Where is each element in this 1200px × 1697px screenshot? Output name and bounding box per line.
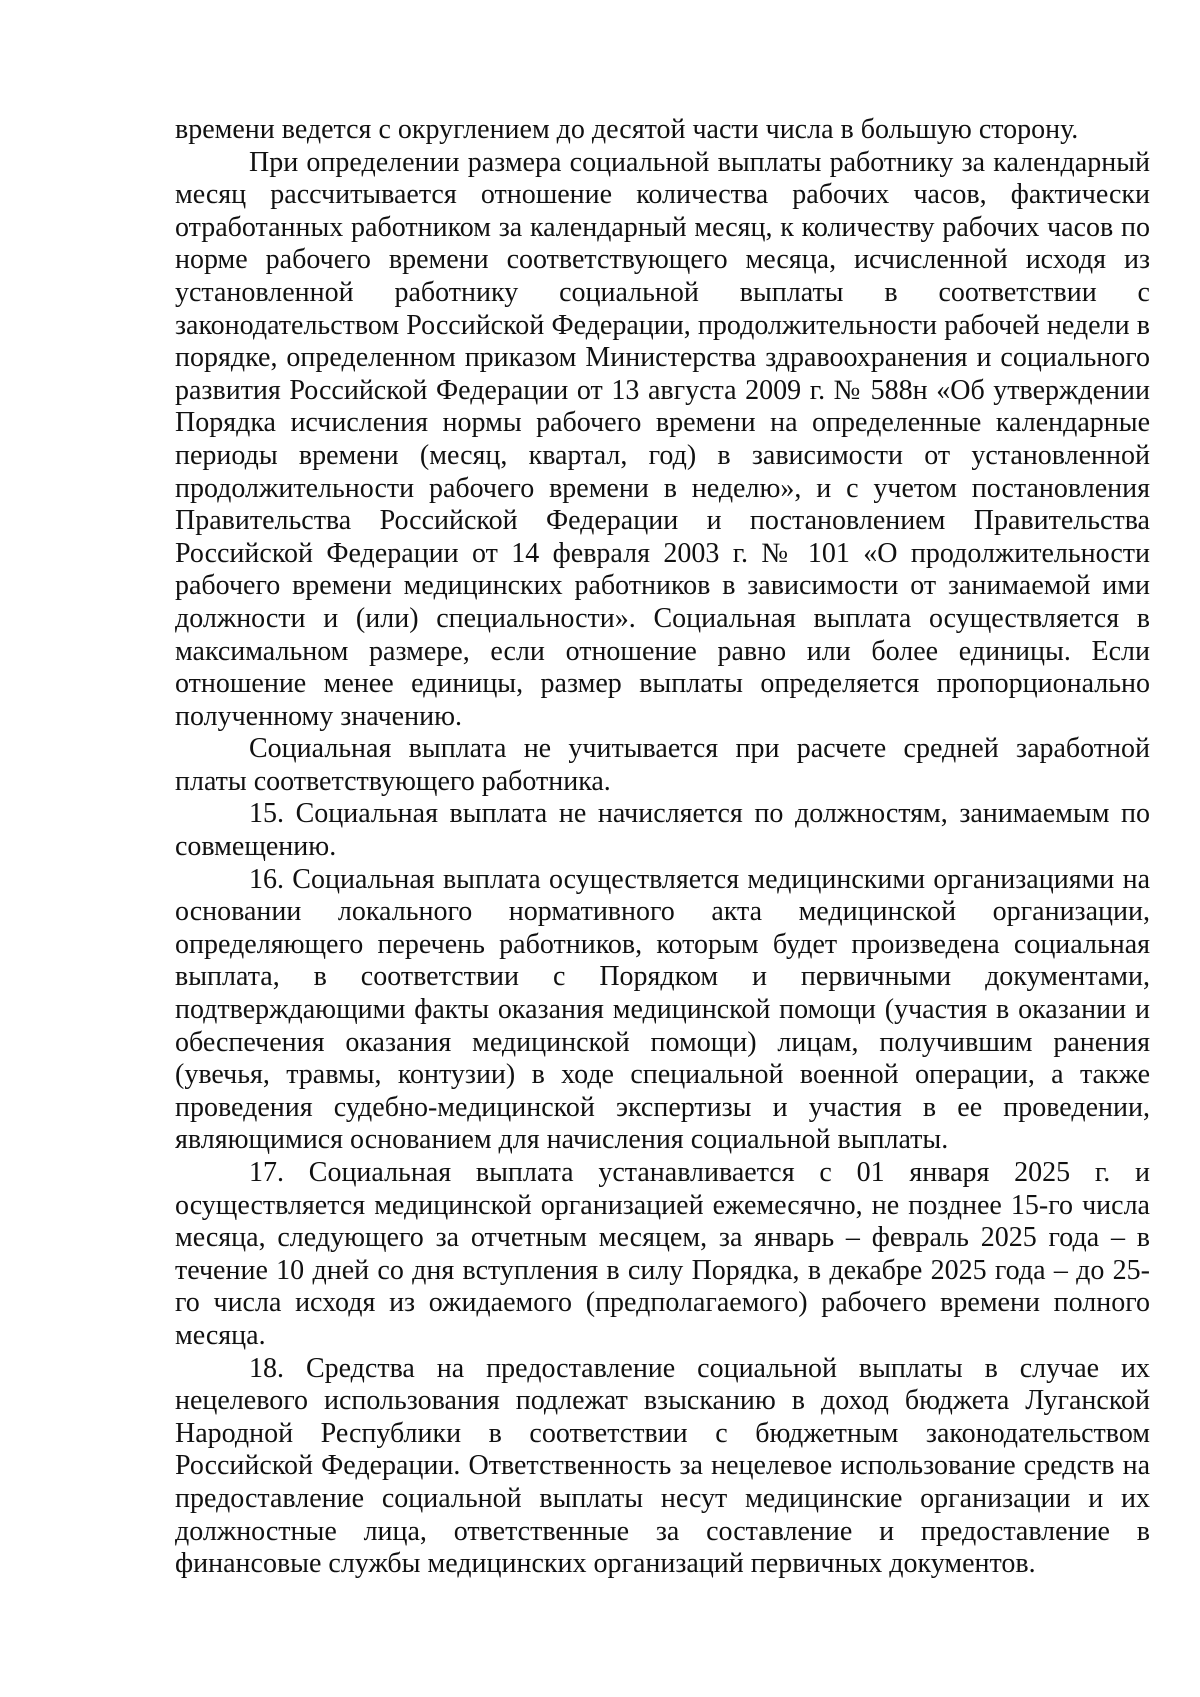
paragraph-calculation-method: При определении размера социальной выплаты работнику за календарный месяц рассчитывается отношение количества рабочих часов, фактически отработанных работником за календарный месяц, к количеству рабочих часов по норме рабочего времени соответствующего месяца, исчисленной исходя из установленной работнику социальной выплаты в соответствии с законодательством Российской Федерации, продолжительности рабочей недели в порядке, определенном приказом Министерства здравоохранения и социального развития Российской Федерации от 13 августа 2009 г. № 588н «Об утверждении Порядка исчисления нормы рабочего времени на определенные календарные периоды времени (месяц, квартал, год) в зависимости от установленной продолжительности рабочего времени в неделю», и с учетом постановления Правительства Российской Федерации и постановлением Правительства Российской Федерации от 14 февраля 2003 г. № 101 «О продолжительности рабочего времени медицинских работников в зависимости от занимаемой ими должности и (или) специальности». Социальная выплата осуществляется в максимальном размере, если отношение равно или более единицы. Если отношение менее единицы, размер выплаты определяется пропорционально полученному значению. [175,146,1150,732]
document-page [175,114,1150,1581]
paragraph-clause-15: 15. Социальная выплата не начисляется по должностям, занимаемым по совмещению. [175,798,1150,863]
paragraph-clause-16: 16. Социальная выплата осуществляется медицинскими организациями на основании локального нормативного акта медицинской организации, определяющего перечень работников, которым будет произведена социальная выплата, в соответствии с Порядком и первичными документами, подтверждающими факты оказания медицинской помощи (участия в оказании и обеспечения оказания медицинской помощи) лицам, получившим ранения (увечья, травмы, контузии) в ходе специальной военной операции, а также проведения судебно-медицинской экспертизы и участия в ее проведении, являющимися основанием для начисления социальной выплаты. [175,863,1150,1156]
paragraph-clause-17: 17. Социальная выплата устанавливается с 01 января 2025 г. и осуществляется медицинской организацией ежемесячно, не позднее 15-го числа месяца, следующего за отчетным месяцем, за январь – февраль 2025 года – в течение 10 дней со дня вступления в силу Порядка, в декабре 2025 года – до 25-го числа исходя из ожидаемого (предполагаемого) рабочего времени полного месяца. [175,1157,1150,1351]
paragraph-rounding-continuation: времени ведется с округлением до десятой части числа в большую сторону. [175,114,1079,145]
paragraph-clause-18: 18. Средства на предоставление социальной выплаты в случае их нецелевого использования подлежат взысканию в доход бюджета Луганской Народной Республики в соответствии с бюджетным законодательством Российской Федерации. Ответственность за нецелевое использование средств на предоставление социальной выплаты несут медицинские организации и их должностные лица, ответственные за составление и предоставление в финансовые службы медицинских организаций первичных документов. [175,1352,1150,1580]
paragraph-average-salary: Социальная выплата не учитывается при расчете средней заработной платы соответствующего работника. [175,733,1150,797]
